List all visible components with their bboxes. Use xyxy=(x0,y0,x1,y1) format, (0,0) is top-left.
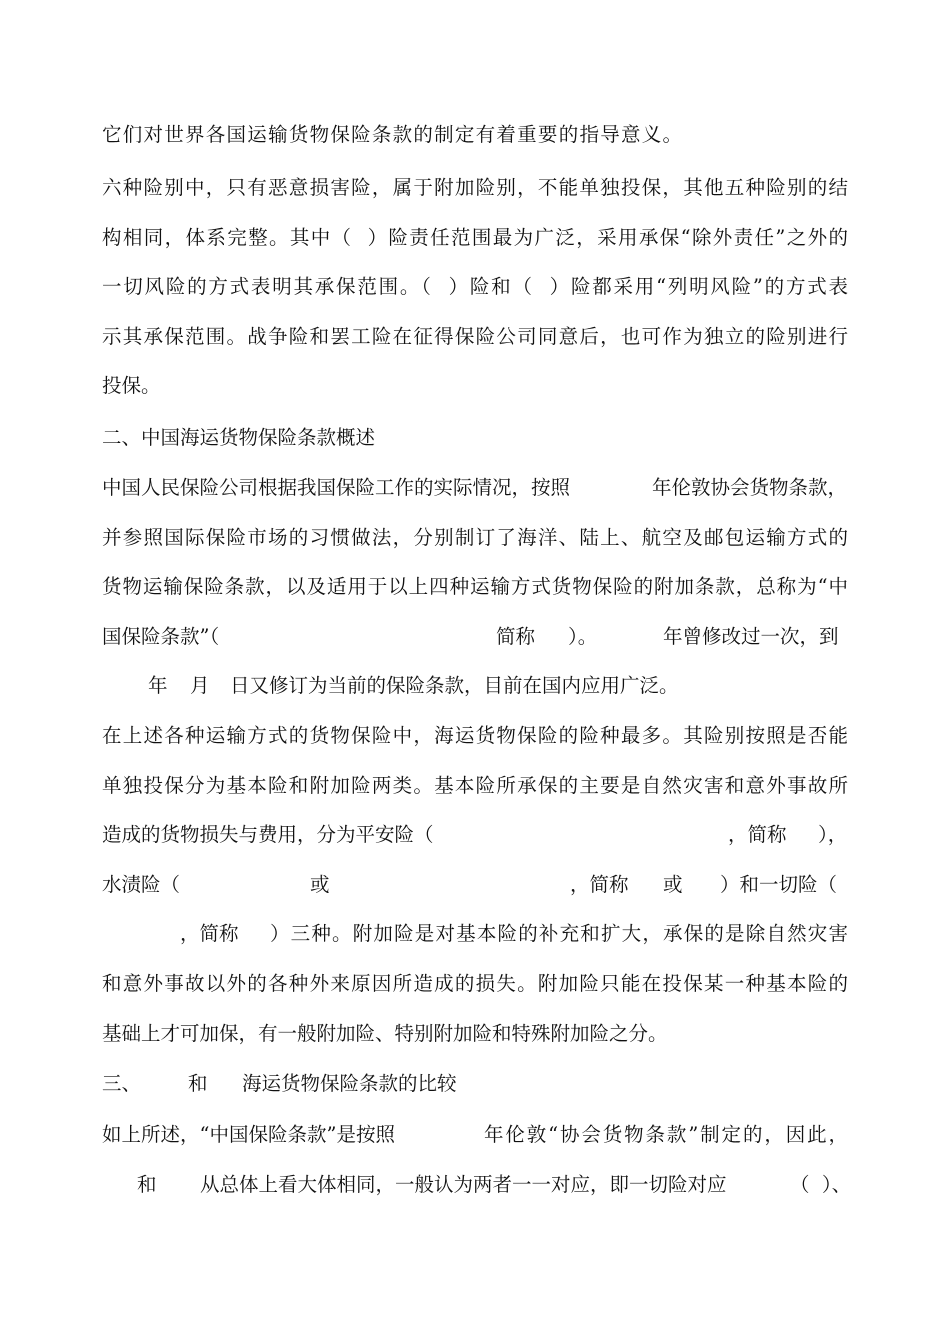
paragraph-line-21 xyxy=(0,1120,950,1150)
text-segment: 简称 xyxy=(496,625,536,648)
paragraph-line-14: 单独投保分为基本险和附加险两类。基本险所承保的主要是自然灾害和意外事故所 xyxy=(102,774,848,797)
text-segment: 和 xyxy=(137,1173,157,1196)
paragraph-line-15 xyxy=(0,820,950,850)
paragraph-line-1: 它们对世界各国运输货物保险条款的制定有着重要的指导意义。 xyxy=(102,123,682,146)
section-heading-3 xyxy=(0,1069,950,1099)
paragraph-line-12 xyxy=(0,671,950,701)
text-segment: 从总体上看大体相同，一般认为两者一一对应，即一切险对应 xyxy=(200,1173,727,1196)
paragraph-line-8 xyxy=(0,473,950,503)
paragraph-line-22 xyxy=(0,1170,950,1200)
text-segment: ）三种。附加险是对基本险的补充和扩大，承保的是除自然灾害 xyxy=(270,922,848,945)
text-segment: 年伦敦“协会货物条款”制定的，因此， xyxy=(484,1123,848,1146)
text-segment: ，简称 xyxy=(570,873,629,896)
paragraph-line-17 xyxy=(0,919,950,949)
paragraph-line-9: 并参照国际保险市场的习惯做法，分别制订了海洋、陆上、航空及邮包运输方式的 xyxy=(102,526,848,549)
text-segment: 造成的货物损失与费用，分为平安险（ xyxy=(102,823,434,846)
text-segment: 日又修订为当前的保险条款，目前在国内应用广泛。 xyxy=(230,674,679,697)
paragraph-line-5: 示其承保范围。战争险和罢工险在征得保险公司同意后，也可作为独立的险别进行 xyxy=(102,325,848,348)
text-segment: ）和一切险（ xyxy=(720,873,838,896)
text-segment: 年伦敦协会货物条款， xyxy=(652,476,848,499)
text-segment: （ ）、 xyxy=(790,1173,852,1196)
text-segment: ，简称 xyxy=(728,823,787,846)
text-segment: ）， xyxy=(818,823,848,846)
text-segment: 和 xyxy=(188,1072,208,1095)
paragraph-line-18: 和意外事故以外的各种外来原因所造成的损失。附加险只能在投保某一种基本险的 xyxy=(102,972,848,995)
text-segment: ，简称 xyxy=(180,922,239,945)
text-segment: 如上所述，“中国保险条款”是按照 xyxy=(102,1123,395,1146)
paragraph-line-10: 货物运输保险条款，以及适用于以上四种运输方式货物保险的附加条款，总称为“中 xyxy=(102,575,848,598)
paragraph-line-11 xyxy=(0,622,950,652)
text-segment: 海运货物保险条款的比较 xyxy=(242,1072,457,1095)
text-segment: 三、 xyxy=(102,1072,142,1095)
paragraph-line-6: 投保。 xyxy=(102,374,161,397)
text-segment: 年 xyxy=(148,674,168,697)
text-segment: 或 xyxy=(310,873,330,896)
text-segment: ）。 xyxy=(568,625,598,648)
text-segment: 中国人民保险公司根据我国保险工作的实际情况，按照 xyxy=(102,476,571,499)
text-segment: 国保险条款”（ xyxy=(102,625,220,648)
paragraph-line-3: 构相同，体系完整。其中（ ）险责任范围最为广泛，采用承保“除外责任”之外的 xyxy=(102,226,848,249)
paragraph-line-4: 一切风险的方式表明其承保范围。（ ）险和（ ）险都采用“列明风险”的方式表 xyxy=(102,275,848,298)
paragraph-line-19: 基础上才可加保，有一般附加险、特别附加险和特殊附加险之分。 xyxy=(102,1022,668,1045)
text-segment: 水渍险（ xyxy=(102,873,181,896)
text-segment: 年曾修改过一次，到 xyxy=(663,625,839,648)
section-heading-2: 二、中国海运货物保险条款概述 xyxy=(102,426,376,449)
paragraph-line-13: 在上述各种运输方式的货物保险中，海运货物保险的险种最多。其险别按照是否能 xyxy=(102,724,848,747)
text-segment: 月 xyxy=(190,674,210,697)
paragraph-line-16 xyxy=(0,870,950,900)
text-segment: 或 xyxy=(663,873,683,896)
paragraph-line-2: 六种险别中，只有恶意损害险，属于附加险别，不能单独投保，其他五种险别的结 xyxy=(102,176,848,199)
